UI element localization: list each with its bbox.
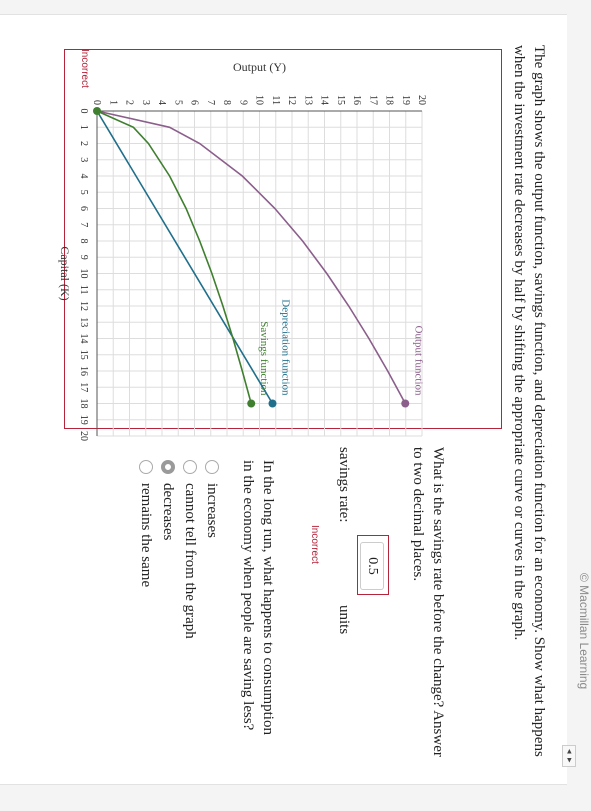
rotated-content [0,15,591,811]
output-end-point [401,400,409,408]
question-text: The graph shows the output function, savings function, and depreciation function for an economy. Show what happens when the investment rate decreases by half by shifting the appropriate curve or curves in the graph. [511,45,547,757]
economy-graph[interactable] [58,49,502,441]
y-axis-label: Output (Y) [233,60,286,74]
y-tick-label: 19 [399,95,411,105]
chevron-left-icon[interactable]: ◂ [564,749,574,754]
consumption-question-text: In the long run, what happens to consumption in the economy when people are saving less? [240,460,276,735]
x-tick-label: 14 [78,333,89,344]
y-tick-label: 7 [204,100,216,105]
radio-remains-same[interactable] [139,460,153,474]
x-tick-label: 8 [78,238,89,244]
option-decreases[interactable]: decreases [160,483,176,541]
x-tick-label: 9 [78,254,89,260]
savings-rate-status: Incorrect [309,525,320,564]
savings-question-text: What is the savings rate before the change? Answer to two decimal places. [410,447,446,757]
x-tick-label: 7 [78,222,89,228]
savings-function-label: Savings function [258,321,271,396]
x-tick-label: 13 [78,317,89,328]
y-tick-label: 11 [269,95,281,105]
y-tick-label: 8 [221,100,232,105]
radio-cannot-tell[interactable] [183,460,197,474]
depreciation-end-point [269,400,277,408]
y-tick-label: 20 [416,95,427,105]
y-tick-label: 15 [334,95,346,105]
savings-rate-field[interactable] [357,535,389,595]
nav-arrows[interactable] [562,745,576,767]
y-tick-label: 9 [237,100,249,105]
x-tick-label: 12 [78,301,89,311]
y-tick-label: 14 [318,95,330,105]
y-tick-label: 12 [286,95,297,105]
x-tick-label: 6 [78,206,89,211]
x-tick-label: 17 [78,382,89,393]
x-tick-label: 20 [78,431,89,441]
x-tick-label: 15 [78,349,89,360]
origin-point [93,107,101,115]
y-tick-label: 10 [253,95,265,105]
x-tick-label: 11 [78,284,89,295]
depreciation-function-label: Depreciation function [279,299,292,396]
x-tick-label: 1 [78,124,89,130]
x-tick-label: 2 [78,141,89,146]
x-tick-label: 16 [78,366,89,376]
option-increases[interactable]: increases [204,483,220,538]
x-tick-label: 3 [78,157,89,163]
y-tick-label: 6 [188,100,200,105]
y-tick-label: 13 [302,95,314,105]
y-tick-label: 4 [156,100,167,105]
y-tick-label: 18 [383,95,395,105]
x-tick-label: 4 [78,173,89,179]
y-tick-label: 17 [367,95,379,105]
y-tick-label: 5 [172,100,184,105]
y-tick-label: 3 [139,100,151,105]
radio-decreases[interactable] [161,460,175,474]
brand-label: © Macmillan Learning [577,573,591,690]
savings-rate-label: savings rate: [336,447,352,523]
x-axis-label: Capital (K) [58,246,72,301]
radio-increases[interactable] [205,460,219,474]
option-cannot-tell[interactable]: cannot tell from the graph [182,483,198,639]
savings-rate-units: units [336,605,352,635]
x-tick-label: 18 [78,398,89,409]
chevron-right-icon[interactable]: ▸ [564,758,574,763]
question-panel [0,14,591,785]
y-tick-label: 1 [107,100,119,105]
x-tick-label: 19 [78,414,89,425]
option-remains-same[interactable]: remains the same [138,483,154,588]
output-function-label: Output function [412,325,425,396]
x-tick-label: 10 [78,268,89,279]
x-tick-label: 5 [78,189,89,195]
graph-status: Incorrect [79,49,90,88]
savings-rate-input[interactable]: 0.5 [360,542,384,590]
y-tick-label: 16 [351,95,362,105]
y-tick-label: 0 [91,100,102,105]
savings-end-point [247,400,255,408]
x-tick-label: 0 [78,108,89,114]
y-tick-label: 2 [123,100,135,105]
